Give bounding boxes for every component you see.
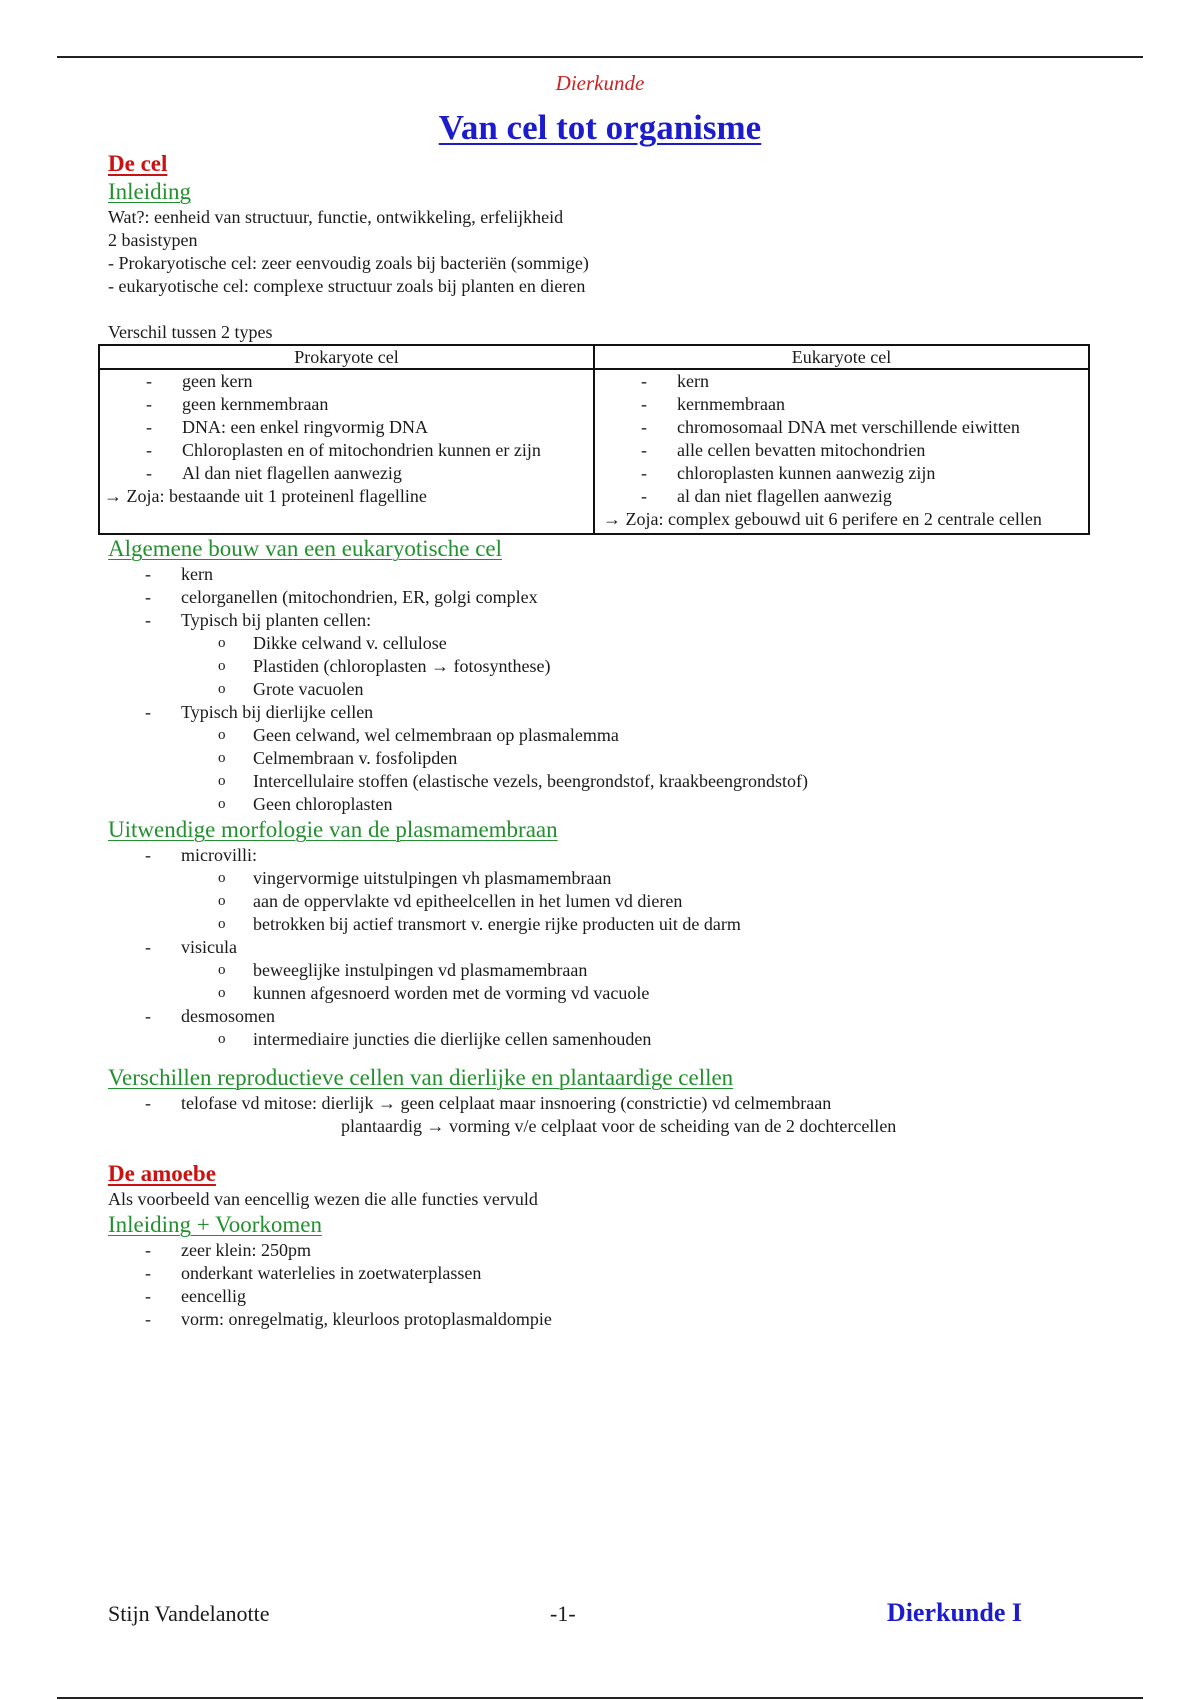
list-item: - kern [641, 371, 709, 391]
desmosomen-sublist [108, 1028, 1108, 1051]
list-item: - microvilli: [145, 845, 257, 865]
list-item: - visicula [145, 937, 237, 957]
list-item: - vorm: onregelmatig, kleurloos protoplasmaldompie [145, 1309, 552, 1329]
list-item: - chromosomaal DNA met verschillende eiwitten [641, 417, 1020, 437]
list-item: o intermediaire juncties die dierlijke cellen samenhouden [218, 1029, 652, 1049]
list-item: - Al dan niet flagellen aanwezig [146, 463, 402, 483]
top-rule [57, 56, 1143, 58]
page-title: Van cel tot organisme [438, 108, 762, 147]
list-item: - kernmembraan [641, 394, 785, 414]
heading-amoebe: De amoebe [108, 1161, 216, 1186]
list-item: o Plastiden (chloroplasten → fotosynthese) [218, 656, 551, 676]
bottom-rule [57, 1697, 1143, 1699]
list-item: - telofase vd mitose: dierlijk → geen celplaat maar insnoering (constrictie) vd celmembraan [145, 1093, 832, 1113]
list-item: o Intercellulaire stoffen (elastische vezels, beengrondstof, kraakbeengrondstof) [218, 771, 808, 791]
text-line: Wat?: eenheid van structuur, functie, ontwikkeling, erfelijkheid [108, 207, 564, 227]
list-item: - zeer klein: 250pm [145, 1240, 311, 1260]
heading-reproductie: Verschillen reproductieve cellen van dierlijke en plantaardige cellen [108, 1065, 734, 1090]
dieren-sublist [108, 724, 1108, 816]
table-header-prokaryote: Prokaryote cel [99, 345, 594, 369]
footer [108, 1600, 1022, 1628]
heading-de-cel: De cel [108, 151, 168, 176]
section-de-cel [104, 150, 1108, 1138]
table-header-eukaryote: Eukaryote cel [594, 345, 1089, 369]
list-item: - chloroplasten kunnen aanwezig zijn [641, 463, 936, 483]
text-verschil: Verschil tussen 2 types [108, 322, 273, 342]
list-item: - eencellig [145, 1286, 246, 1306]
visicula-sublist [108, 959, 1108, 1005]
list-item: o Dikke celwand v. cellulose [218, 633, 447, 653]
list-item: o Grote vacuolen [218, 679, 364, 699]
list-item: - geen kernmembraan [146, 394, 329, 414]
morfologie-list [108, 844, 1108, 867]
text-line: 2 basistypen [108, 230, 198, 250]
list-item: - Typisch bij dierlijke cellen [145, 702, 374, 722]
list-item: o Geen chloroplasten [218, 794, 393, 814]
section-amoebe [108, 1160, 1108, 1331]
planten-sublist [108, 632, 1108, 701]
heading-voorkomen: Inleiding + Voorkomen [108, 1212, 322, 1237]
list-item: - Typisch bij planten cellen: [145, 610, 372, 630]
list-item: - celorganellen (mitochondrien, ER, golgi complex [145, 587, 538, 607]
list-item: - alle cellen bevatten mitochondrien [641, 440, 926, 460]
list-item: o Celmembraan v. fosfolipden [218, 748, 458, 768]
text-line: - eukaryotische cel: complexe structuur zoals bij planten en dieren [108, 276, 586, 296]
bouw-list-2 [108, 701, 1108, 724]
morfologie-list-3 [108, 1005, 1108, 1028]
comparison-table [98, 344, 1090, 535]
list-item: - DNA: een enkel ringvormig DNA [146, 417, 428, 437]
footer-page-number: -1- [550, 1601, 576, 1626]
list-item: o aan de oppervlakte vd epitheelcellen in het lumen vd dieren [218, 891, 683, 911]
list-item: - al dan niet flagellen aanwezig [641, 486, 892, 506]
list-item: - geen kern [146, 371, 253, 391]
list-item: - Chloroplasten en of mitochondrien kunnen er zijn [146, 440, 541, 460]
reproductie-list [108, 1092, 1108, 1115]
list-item: - kern [145, 564, 213, 584]
microvilli-sublist [108, 867, 1108, 936]
bouw-list [108, 563, 1108, 632]
content [104, 150, 1108, 1331]
amoebe-intro: Als voorbeeld van eencellig wezen die alle functies vervuld [108, 1189, 538, 1209]
subject-label: Dierkunde [555, 71, 645, 95]
footer-course: Dierkunde I [886, 1598, 1022, 1627]
voorkomen-list [108, 1239, 1108, 1331]
list-item: o Geen celwand, wel celmembraan op plasmalemma [218, 725, 619, 745]
list-item: o kunnen afgesnoerd worden met de vorming vd vacuole [218, 983, 650, 1003]
list-item: o vingervormige uitstulpingen vh plasmamembraan [218, 868, 612, 888]
text-line: - Prokaryotische cel: zeer eenvoudig zoals bij bacteriën (sommige) [108, 253, 589, 273]
prokaryote-cell [99, 369, 594, 534]
list-item: o beweeglijke instulpingen vd plasmamembraan [218, 960, 588, 980]
list-item: - onderkant waterlelies in zoetwaterplassen [145, 1263, 482, 1283]
heading-morfologie: Uitwendige morfologie van de plasmamembraan [108, 817, 558, 842]
heading-inleiding: Inleiding [108, 179, 192, 204]
eukaryote-cell [594, 369, 1089, 534]
reproductie-line-2: plantaardig → vorming v/e celplaat voor de scheiding van de 2 dochtercellen [341, 1116, 897, 1136]
footer-author: Stijn Vandelanotte [108, 1601, 270, 1626]
prokaryote-note: → Zoja: bestaande uit 1 proteinenl flagelline [104, 486, 427, 506]
heading-bouw: Algemene bouw van een eukaryotische cel [108, 536, 503, 561]
list-item: o betrokken bij actief transmort v. energie rijke producten uit de darm [218, 914, 741, 934]
morfologie-list-2 [108, 936, 1108, 959]
page-title-wrap [0, 106, 1200, 150]
list-item: - desmosomen [145, 1006, 275, 1026]
eukaryote-note: → Zoja: complex gebouwd uit 6 perifere en 2 centrale cellen [603, 509, 1042, 529]
